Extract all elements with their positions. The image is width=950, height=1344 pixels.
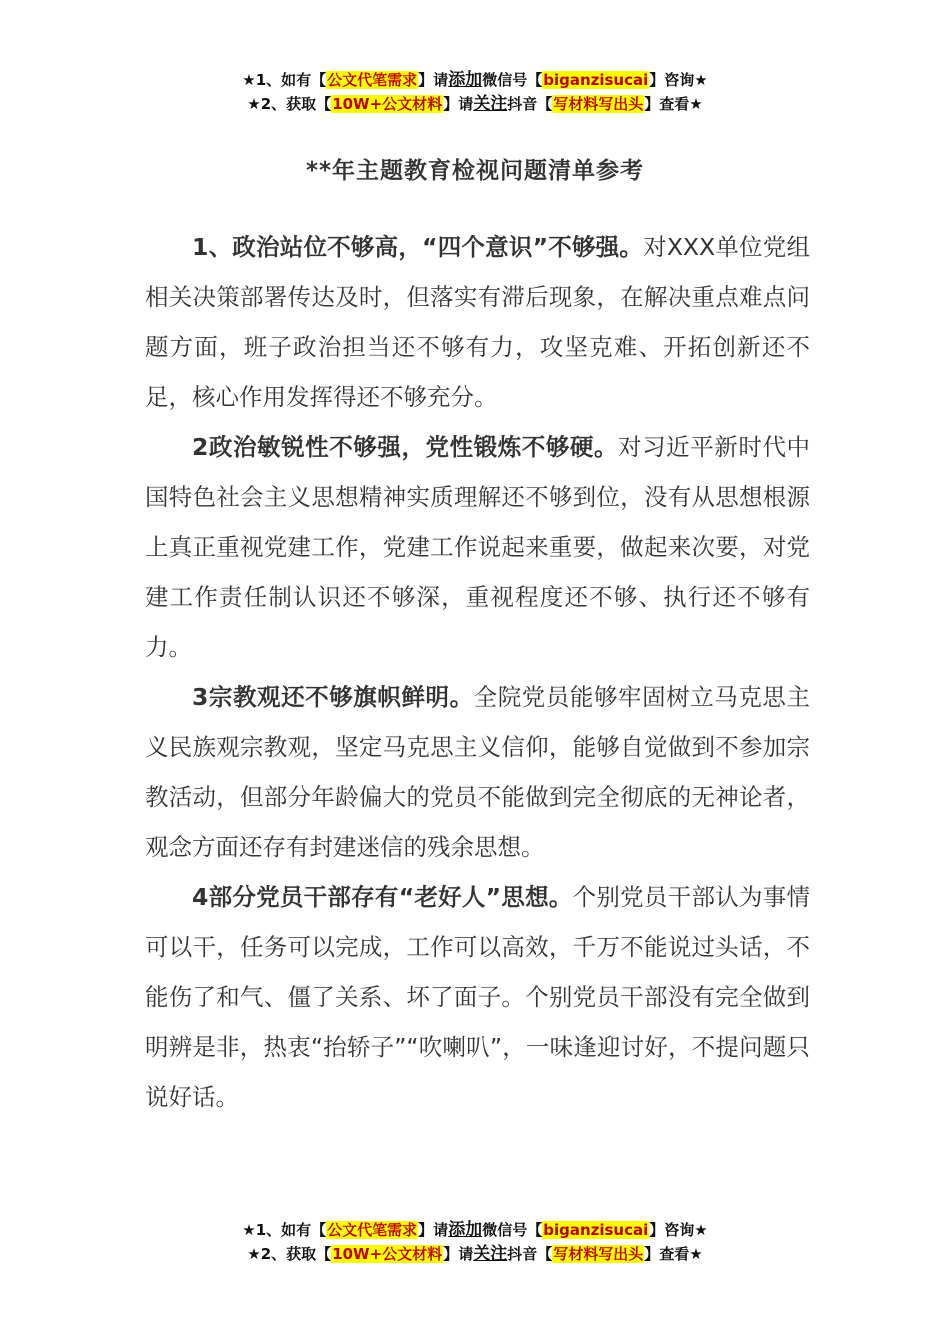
paragraph-text: 对XXX单位党组相关决策部署传达及时，但落实有滞后现象，在解决重点难点问题方面，班子政治担当还不够有力，攻坚克难、开拓创新还不足，核心作用发挥得还不够充分。: [145, 233, 810, 411]
banner-highlight: 写材料写出头: [553, 95, 644, 113]
banner-underline: 添加: [448, 1220, 483, 1240]
banner-text: 】请: [443, 1245, 474, 1263]
banner-underline: 关注: [473, 94, 508, 114]
banner-text: ★2、获取【: [247, 95, 332, 113]
banner-underline: 添加: [448, 70, 483, 90]
paragraph-2: [145, 422, 810, 672]
banner-text: ★1、如有【: [242, 71, 327, 89]
header-banner: [0, 68, 950, 116]
paragraph-text: 全院党员能够牢固树立马克思主义民族观宗教观，坚定马克思主义信仰，能够自觉做到不参加宗教活动，但部分年龄偏大的党员不能做到完全彻底的无神论者，观念方面还存有封建迷信的残余思想。: [145, 683, 810, 861]
banner-text: 】查看★: [644, 1245, 703, 1263]
banner-text: 抖音【: [507, 1245, 553, 1263]
banner-line-1: [0, 68, 950, 92]
banner-line-1: [0, 1218, 950, 1242]
banner-highlight: 公文代笔需求: [327, 1221, 418, 1239]
banner-line-2: [0, 92, 950, 116]
banner-text: 】咨询★: [649, 1221, 708, 1239]
banner-text: ★2、获取【: [247, 1245, 332, 1263]
paragraph-heading: 2政治敏锐性不够强，党性锻炼不够硬。: [192, 433, 619, 461]
paragraph-heading: 1、政治站位不够高，“四个意识”不够强。: [192, 233, 644, 261]
banner-highlight: biganzisucai: [543, 1221, 649, 1239]
paragraph-heading: 4部分党员干部存有“老好人”思想。: [192, 883, 573, 911]
document-title: **年主题教育检视问题清单参考: [305, 158, 645, 184]
banner-highlight: 10W+公文材料: [332, 95, 443, 113]
banner-text: 微信号【: [482, 1221, 543, 1239]
banner-highlight: biganzisucai: [543, 71, 649, 89]
banner-text: 】请: [418, 71, 449, 89]
paragraph-heading: 3宗教观还不够旗帜鲜明。: [192, 683, 474, 711]
banner-highlight: 10W+公文材料: [332, 1245, 443, 1263]
banner-highlight: 公文代笔需求: [327, 71, 418, 89]
paragraph-text: 个别党员干部认为事情可以干，任务可以完成，工作可以高效，千万不能说过头话，不能伤了和气、僵了关系、坏了面子。个别党员干部没有完全做到明辨是非，热衷“抬轿子”“吹喇叭”，一味逢迎讨好，不提问题只说好话。: [145, 883, 810, 1111]
paragraph-text: 对习近平新时代中国特色社会主义思想精神实质理解还不够到位，没有从思想根源上真正重视党建工作，党建工作说起来重要，做起来次要，对党建工作责任制认识还不够深，重视程度还不够、执行还不够有力。: [145, 433, 811, 661]
banner-text: ★1、如有【: [242, 1221, 327, 1239]
banner-text: 】请: [443, 95, 474, 113]
banner-text: 】请: [418, 1221, 449, 1239]
paragraph-4: [145, 872, 810, 1122]
banner-text: 】咨询★: [649, 71, 708, 89]
banner-text: 抖音【: [507, 95, 553, 113]
paragraph-3: [145, 672, 810, 872]
banner-underline: 关注: [473, 1244, 508, 1264]
document-body: [145, 222, 810, 1122]
banner-text: 微信号【: [482, 71, 543, 89]
footer-banner: [0, 1218, 950, 1266]
banner-text: 】查看★: [644, 95, 703, 113]
paragraph-1: [145, 222, 810, 422]
banner-line-2: [0, 1242, 950, 1266]
banner-highlight: 写材料写出头: [553, 1245, 644, 1263]
